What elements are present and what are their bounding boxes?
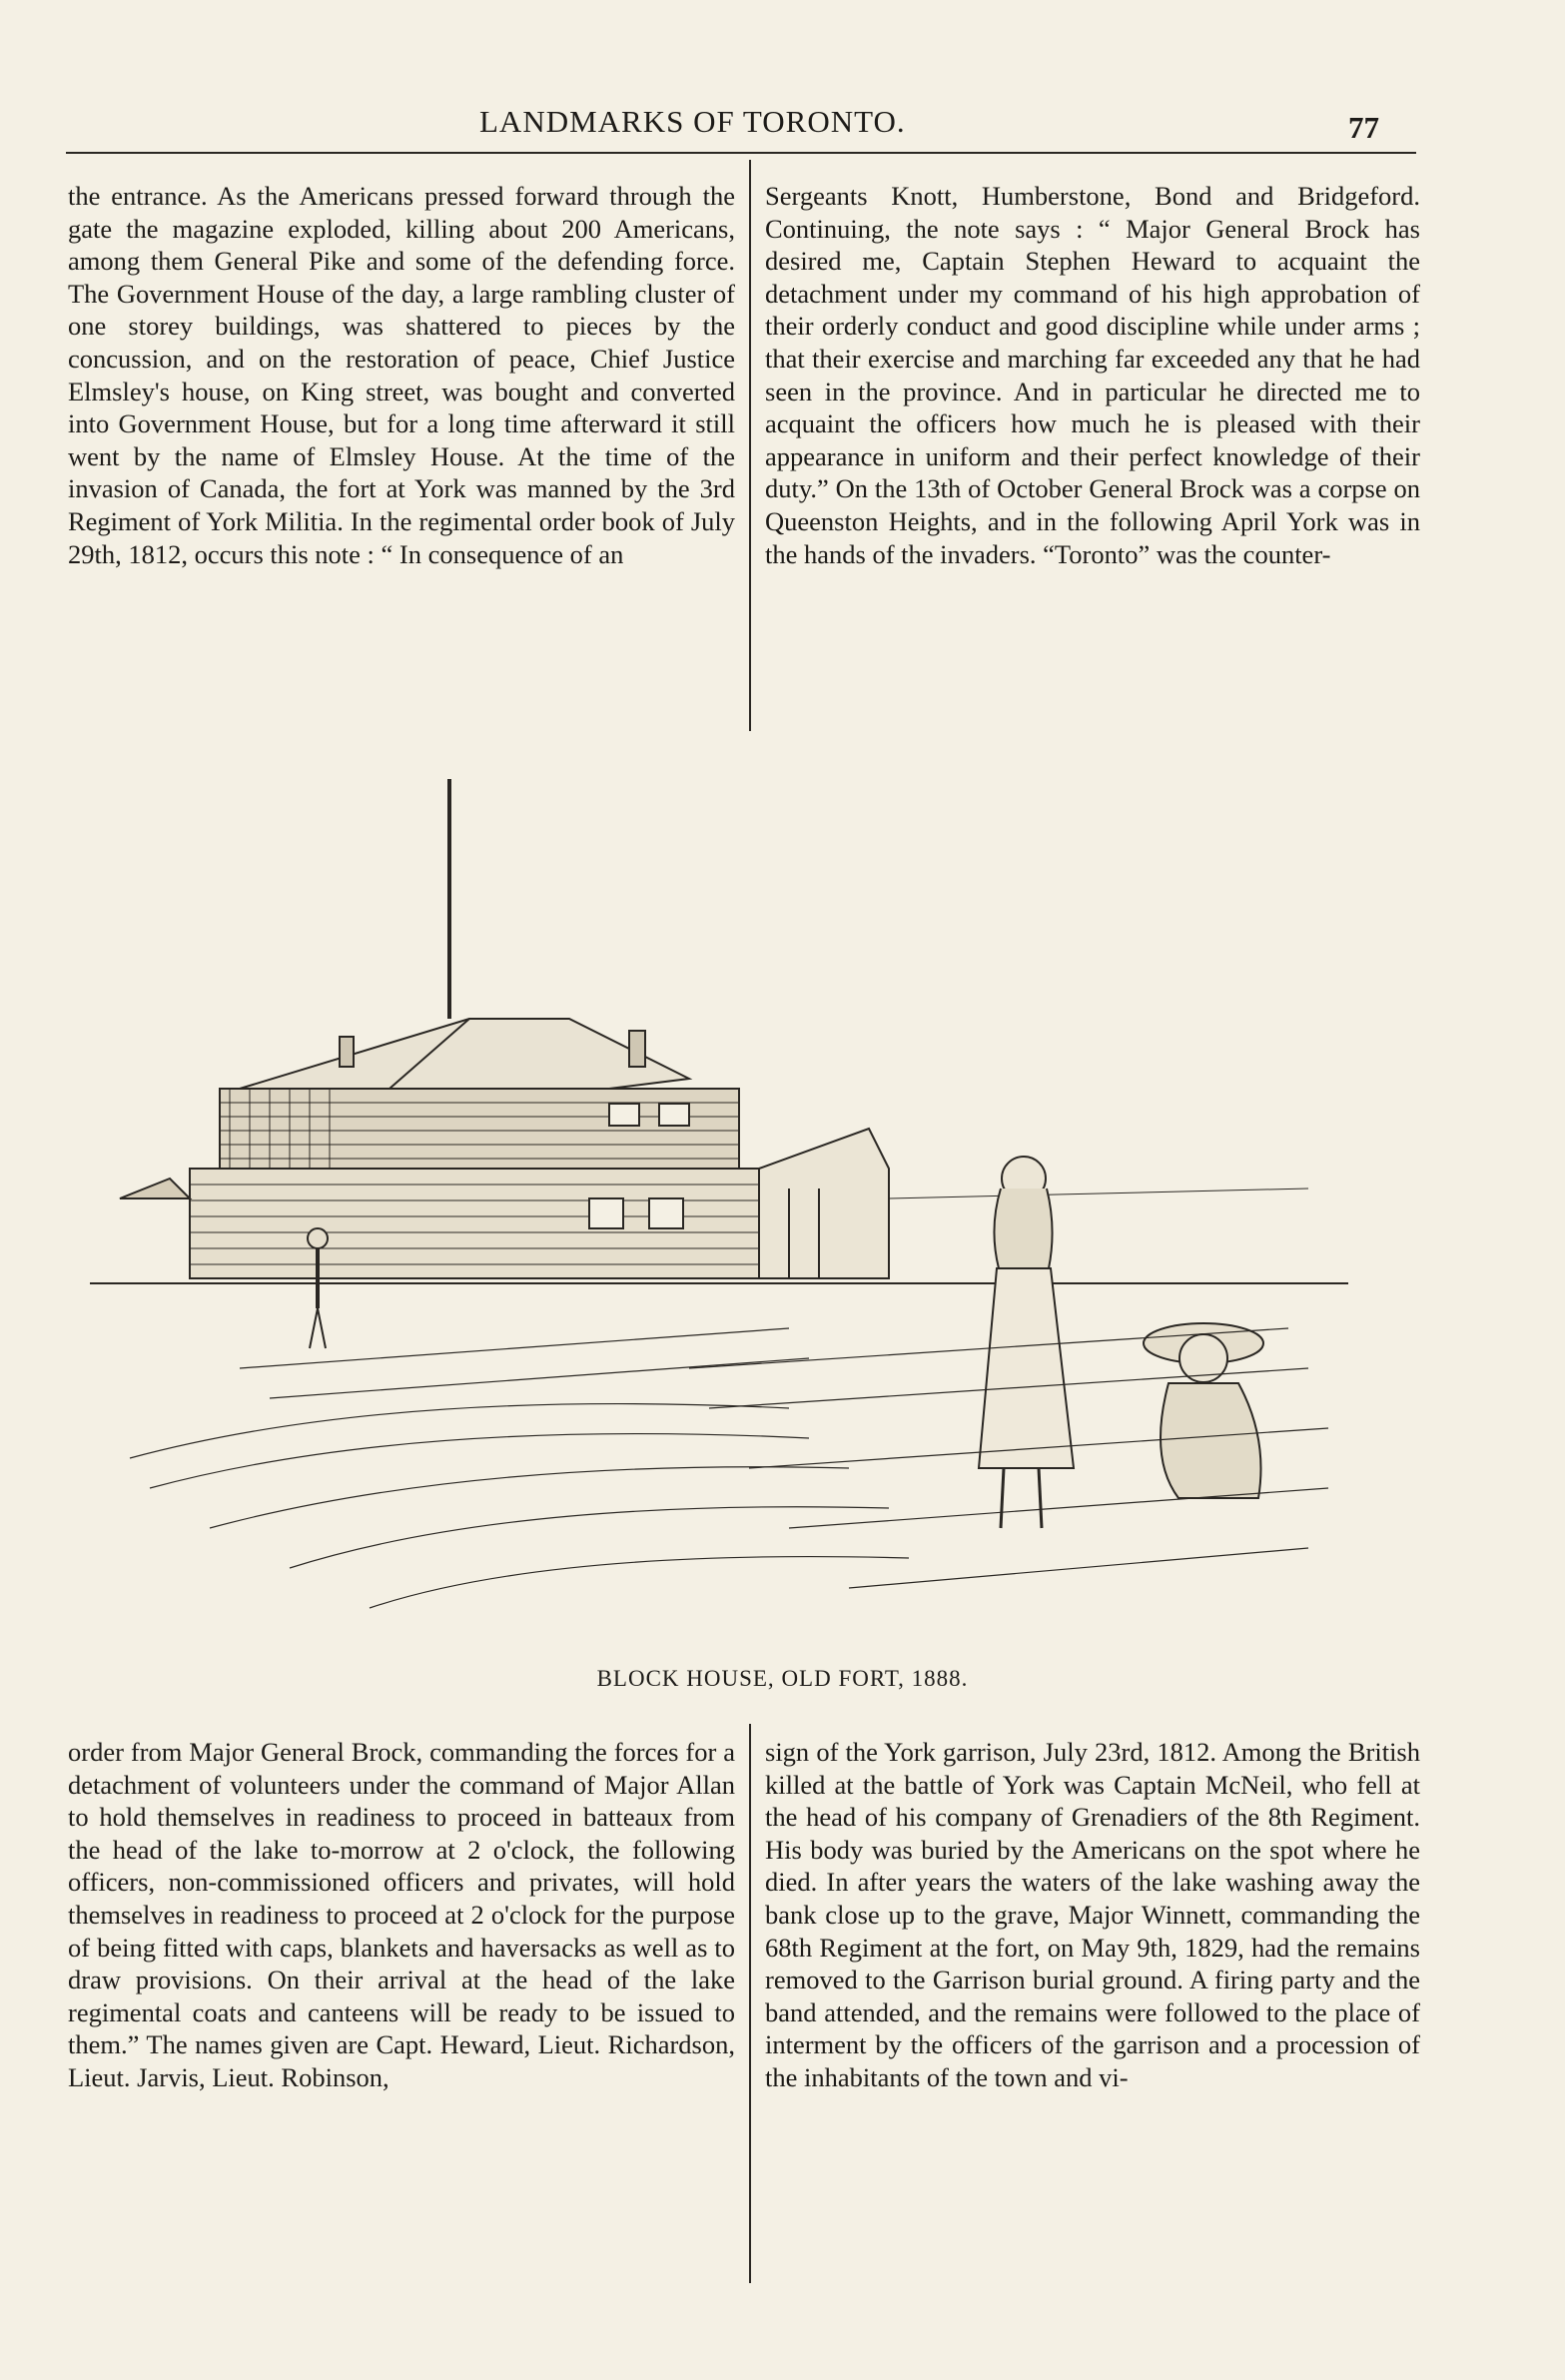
text-column-top-left	[68, 180, 735, 570]
column-divider	[749, 1724, 751, 2283]
paragraph: sign of the York garrison, July 23rd, 1812. Among the British killed at the battle of York was Captain McNeil, who fell at the head of his company of Grenadiers of the 8th Regiment. His body was buried by the Americans on the spot where he died. In after years the waters of the lake washing away the bank close up to the grave, Major Winnett, commanding the 68th Regiment at the fort, on May 9th, 1829, had the remains removed to the Garrison burial ground. A firing party and the band attended, and the remains were followed to the place of interment by the officers of the garrison and a procession of the inhabitants of the town and vi-	[765, 1737, 1420, 2092]
text-column-top-right	[765, 180, 1420, 570]
caption-detail: OLD FORT, 1888.	[781, 1666, 969, 1691]
header-rule	[66, 152, 1416, 154]
paragraph: order from Major General Brock, commanding the forces for a detachment of volunteers under the command of Major Allan to hold themselves in readiness to proceed in batteaux from the head of the lake to-morrow at 2 o'clock, the following officers, non-commissioned officers and privates, will hold themselves in readiness to proceed at 2 o'clock for the purpose of being fitted with caps, blankets and haversacks as well as to draw provisions. On their arrival at the head of the lake regimental coats and canteens will be ready to be issued to them.” The names given are Capt. Heward, Lieut. Richardson, Lieut. Jarvis, Lieut. Robinson,	[68, 1737, 735, 2092]
text-column-bottom-left	[68, 1736, 735, 2094]
block-house-illustration	[90, 769, 1348, 1648]
illustration-caption	[0, 1666, 1565, 1692]
column-divider	[749, 160, 751, 731]
caption-label: BLOCK HOUSE,	[596, 1666, 775, 1691]
page-number: 77	[1348, 110, 1379, 145]
paragraph: the entrance. As the Americans pressed forward through the gate the magazine exploded, killing about 200 Americans, among them General Pike and some of the defending force. The Government House of the day, a large rambling cluster of one storey buildings, was shattered to pieces by the concussion, and on the restoration of peace, Chief Justice Elmsley's house, on King street, was bought and converted into Government House, but for a long time afterward it still went by the name of Elmsley House. At the time of the invasion of Canada, the fort at York was manned by the 3rd Regiment of York Militia. In the regimental order book of July 29th, 1812, occurs this note : “ In consequence of an	[68, 181, 735, 569]
paragraph: Sergeants Knott, Humberstone, Bond and Bridgeford. Continuing, the note says : “ Major General Brock has desired me, Captain Stephen Heward to acquaint the detachment under my command of his high approbation of their orderly conduct and good discipline while under arms ; that their exercise and marching far exceeded any that he had seen in the province. And in particular he directed me to acquaint the officers how much he is pleased with their appearance in uniform and their perfect knowledge of their duty.” On the 13th of October General Brock was a corpse on Queenston Heights, and in the following April York was in the hands of the invaders. “Toronto” was the counter-	[765, 181, 1420, 569]
running-title: LANDMARKS OF TORONTO.	[479, 104, 906, 139]
text-column-bottom-right	[765, 1736, 1420, 2094]
